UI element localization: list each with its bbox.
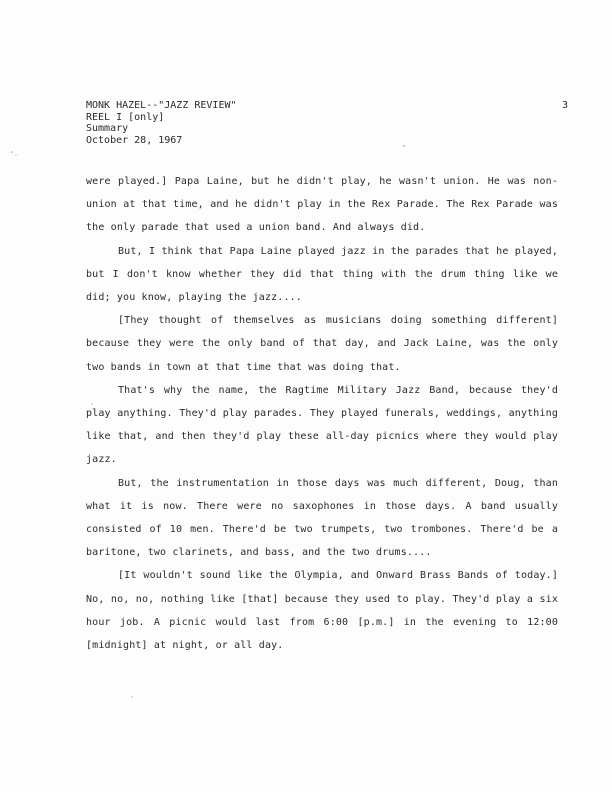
paragraph: But, the instrumentation in those days was much different, Doug, than what it is now. There were no saxophones in those days. A band usually consisted of 10 men. There'd be two trumpets, two trombones. There'd be a baritone, two clarinets, and bass, and the two drums.... xyxy=(86,477,558,559)
paragraph: were played.] Papa Laine, but he didn't play, he wasn't union. He was non-union at that time, and he didn't play in the Rex Parade. The Rex Parade was the only parade that used a union band. And always did. xyxy=(86,176,558,234)
paragraph: That's why the name, the Ragtime Military Jazz Band, because they'd play anything. They'd play parades. They played funerals, weddings, anything like that, and then they'd play these all-day picnics where they would play jazz. xyxy=(86,384,558,466)
document-header xyxy=(86,100,237,146)
document-body xyxy=(86,170,558,657)
header-interview-title: MONK HAZEL--"JAZZ REVIEW" xyxy=(86,100,237,111)
header-reel: REEL I [only] xyxy=(86,111,165,123)
header-date: October 28, 1967 xyxy=(86,134,183,146)
paragraph: [It wouldn't sound like the Olympia, and Onward Brass Bands of today.] No, no, no, nothing like [that] because they used to play. They'd play a six hour job. A picnic would last from 6:00 [p.m.] in the evening to 12:00 [midnight] at night, or all day. xyxy=(86,570,558,652)
paragraph: [They thought of themselves as musicians doing something different] because they were the only band of that day, and Jack Laine, was the only two bands in town at that time that was doing that. xyxy=(86,315,558,373)
header-summary: Summary xyxy=(86,123,129,134)
paragraph: But, I think that Papa Laine played jazz in the parades that he played, but I don't know whether they did that thing with the drum thing like we did; you know, playing the jazz.... xyxy=(86,245,558,304)
page-number: 3 xyxy=(562,100,569,111)
